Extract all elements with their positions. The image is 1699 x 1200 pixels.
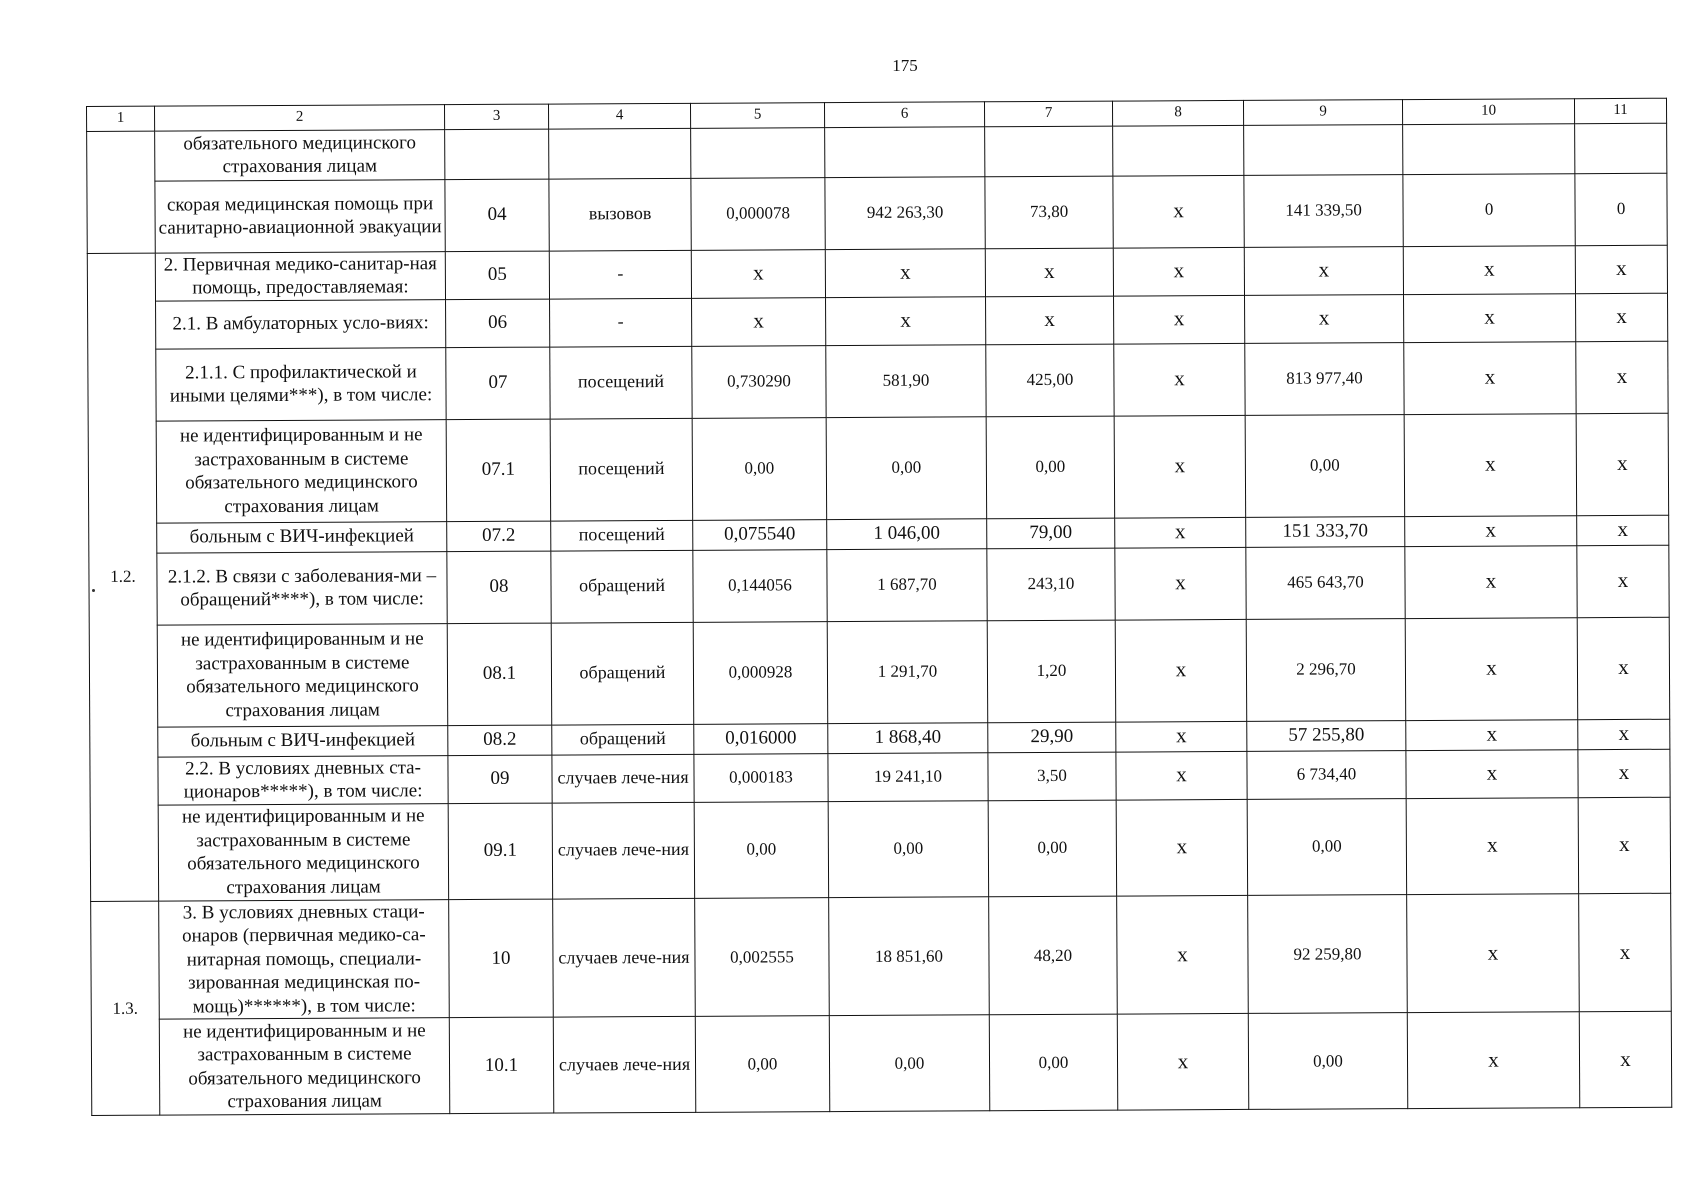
- row-code: 09.1: [448, 803, 553, 900]
- section-cell: 1.3.: [91, 901, 160, 1116]
- col-header: 1: [87, 106, 155, 131]
- col-header: 10: [1402, 99, 1574, 124]
- value-cell-c9: 0,00: [1245, 414, 1405, 517]
- col-header: 2: [155, 105, 445, 131]
- indicator-name: 2.2. В условиях дневных ста-ционаров*****), в том числе:: [158, 755, 448, 805]
- value-cell-c6: х: [826, 296, 986, 345]
- value-cell-c10: х: [1407, 1012, 1580, 1109]
- value-cell-c7: х: [985, 248, 1113, 297]
- value-cell-c11: х: [1577, 545, 1669, 617]
- value-cell-c10: х: [1405, 617, 1578, 720]
- value-cell-c7: 425,00: [986, 344, 1114, 417]
- value-cell-c9: 2 296,70: [1246, 618, 1406, 721]
- indicator-name: скорая медицинская помощь при санитарно-авиационной эвакуации: [155, 179, 445, 253]
- value-cell-c8: х: [1114, 343, 1245, 416]
- value-cell-c7: 73,80: [985, 176, 1113, 249]
- value-cell-c6: 1 291,70: [827, 620, 988, 723]
- value-cell-c11: [1575, 123, 1667, 173]
- unit-cell: [549, 128, 691, 179]
- unit-cell: -: [549, 250, 691, 299]
- value-cell-c10: 0: [1403, 173, 1575, 246]
- value-cell-c9: х: [1244, 246, 1403, 295]
- value-cell-c8: х: [1115, 517, 1246, 548]
- value-cell-c9: 6 734,40: [1247, 750, 1406, 799]
- value-cell-c9: 57 255,80: [1247, 720, 1406, 751]
- value-cell-c8: х: [1113, 175, 1244, 248]
- unit-cell: обращений: [552, 724, 694, 755]
- value-cell-c5: х: [692, 297, 826, 346]
- value-cell-c11: х: [1576, 413, 1669, 515]
- row-code: 07.1: [446, 419, 551, 522]
- unit-cell: вызовов: [549, 178, 691, 251]
- value-cell-c7: 243,10: [987, 548, 1115, 621]
- value-cell-c7: 79,00: [987, 518, 1115, 549]
- row-code: 10.1: [449, 1017, 554, 1114]
- value-cell-c8: х: [1115, 619, 1247, 722]
- unit-cell: посещений: [550, 418, 693, 521]
- table-row: [91, 893, 1672, 1020]
- table-row: [89, 617, 1670, 727]
- value-cell-c5: 0,00: [694, 801, 829, 898]
- indicator-name: 2.1.1. С профилактической и иными целями***), в том числе:: [156, 347, 446, 421]
- value-cell-c6: 19 241,10: [828, 752, 988, 801]
- value-cell-c10: х: [1404, 293, 1576, 342]
- indicator-name: 3. В условиях дневных стаци-онаров (первичная медико-са-нитарная помощь, специали-зированная медицинская по-мощь)******), в том числе:: [159, 899, 450, 1019]
- col-header: 8: [1112, 100, 1243, 125]
- value-cell-c6: 1 046,00: [827, 518, 987, 549]
- value-cell-c7: 48,20: [989, 896, 1118, 1015]
- unit-cell: посещений: [550, 346, 692, 419]
- value-cell-c9: 465 643,70: [1246, 546, 1405, 619]
- value-cell-c6: 1 687,70: [827, 548, 987, 621]
- value-cell-c9: 0,00: [1248, 1013, 1408, 1110]
- value-cell-c5: 0,00: [692, 417, 827, 520]
- value-cell-c10: х: [1404, 413, 1577, 516]
- value-cell-c11: х: [1576, 293, 1668, 341]
- table-row: [91, 1011, 1671, 1115]
- value-cell-c6: 0,00: [826, 416, 987, 519]
- row-code: [445, 129, 549, 180]
- value-cell-c7: 29,90: [988, 722, 1116, 753]
- value-cell-c8: х: [1114, 415, 1246, 518]
- indicator-name: больным с ВИЧ-инфекцией: [157, 521, 447, 553]
- value-cell-c6: 18 851,60: [829, 896, 990, 1015]
- value-cell-c9: 141 339,50: [1244, 174, 1403, 247]
- unit-cell: случаев лече-ния: [553, 898, 696, 1017]
- row-code: 06: [446, 299, 550, 348]
- value-cell-c5: 0,00: [695, 1016, 830, 1113]
- value-cell-c11: х: [1579, 893, 1672, 1012]
- value-cell-c11: х: [1577, 515, 1669, 545]
- unit-cell: обращений: [551, 622, 694, 725]
- table-row: [87, 173, 1667, 253]
- col-header: 4: [548, 103, 690, 128]
- unit-cell: случаев лече-ния: [552, 754, 694, 803]
- unit-cell: случаев лече-ния: [552, 802, 695, 899]
- indicator-name: 2.1. В амбулаторных усло-виях:: [156, 299, 446, 349]
- table-row: [89, 545, 1669, 625]
- value-cell-c10: х: [1404, 341, 1576, 414]
- table-row: [87, 123, 1667, 181]
- col-header: 6: [824, 102, 984, 127]
- value-cell-c11: х: [1575, 245, 1667, 293]
- table-row: [88, 341, 1668, 421]
- value-cell-c9: 151 333,70: [1246, 516, 1405, 547]
- value-cell-c8: [1113, 125, 1244, 176]
- value-cell-c11: х: [1577, 617, 1670, 719]
- value-cell-c5: 0,000928: [693, 621, 828, 724]
- row-code: 08.1: [447, 623, 552, 726]
- value-cell-c7: х: [986, 296, 1114, 345]
- value-cell-c6: 942 263,30: [825, 176, 985, 249]
- unit-cell: обращений: [551, 550, 693, 623]
- value-cell-c6: х: [825, 248, 985, 297]
- value-cell-c8: х: [1116, 751, 1247, 800]
- section-cell: 1.2.: [87, 253, 158, 901]
- value-cell-c11: х: [1578, 749, 1670, 797]
- unit-cell: -: [550, 298, 692, 347]
- row-code: 07.2: [447, 521, 551, 552]
- value-cell-c11: 0: [1575, 173, 1667, 245]
- value-cell-c5: 0,000183: [694, 753, 828, 802]
- col-header: 3: [444, 104, 548, 129]
- value-cell-c8: х: [1115, 547, 1246, 620]
- indicator-name: не идентифицированным и не застрахованным в системе обязательного медицинского страхования лицам: [156, 419, 447, 523]
- value-cell-c5: 0,144056: [693, 549, 827, 622]
- value-cell-c5: 0,016000: [694, 723, 828, 754]
- indicator-name: не идентифицированным и не застрахованным в системе обязательного медицинского страхования лицам: [158, 803, 448, 901]
- indicator-name: больным с ВИЧ-инфекцией: [158, 725, 448, 757]
- value-cell-c10: х: [1405, 515, 1577, 546]
- value-cell-c6: [825, 126, 985, 177]
- value-cell-c10: х: [1406, 719, 1578, 750]
- value-cell-c6: 1 868,40: [828, 722, 988, 753]
- unit-cell: случаев лече-ния: [553, 1016, 696, 1113]
- value-cell-c6: 581,90: [826, 344, 986, 417]
- table-row: [88, 413, 1669, 523]
- indicator-name: обязательного медицинского страхования лицам: [155, 129, 445, 181]
- value-cell-c8: х: [1116, 721, 1247, 752]
- value-cell-c5: 0,730290: [692, 345, 826, 418]
- value-cell-c10: х: [1406, 749, 1578, 798]
- unit-cell: посещений: [551, 520, 693, 551]
- value-cell-c9: 0,00: [1247, 798, 1407, 895]
- col-header: 5: [690, 103, 824, 128]
- col-header: 9: [1243, 100, 1402, 125]
- value-cell-c9: х: [1245, 294, 1404, 343]
- value-cell-c8: х: [1113, 247, 1244, 296]
- table-row: [88, 293, 1668, 349]
- value-cell-c7: 1,20: [987, 620, 1116, 723]
- value-cell-c9: 92 259,80: [1248, 894, 1408, 1013]
- value-cell-c10: х: [1403, 245, 1575, 294]
- value-cell-c11: х: [1576, 341, 1668, 413]
- page-number: 175: [892, 56, 918, 75]
- col-header: 11: [1574, 98, 1666, 123]
- value-cell-c11: х: [1578, 719, 1670, 749]
- row-code: 09: [448, 755, 552, 804]
- value-cell-c10: х: [1407, 893, 1580, 1012]
- value-cell-c5: 0,000078: [691, 177, 825, 250]
- row-code: 08.2: [448, 725, 552, 756]
- value-cell-c11: х: [1579, 1011, 1672, 1107]
- value-cell-c8: х: [1116, 799, 1248, 896]
- row-code: 05: [445, 251, 549, 300]
- table-row: [90, 749, 1670, 805]
- table-row: [90, 797, 1670, 901]
- value-cell-c5: х: [691, 249, 825, 298]
- value-cell-c6: 0,00: [829, 1015, 990, 1112]
- indicator-name: не идентифицированным и не застрахованным в системе обязательного медицинского страхования лицам: [157, 623, 448, 727]
- value-cell-c7: 0,00: [986, 416, 1115, 519]
- value-cell-c11: х: [1578, 797, 1671, 893]
- value-cell-c5: 0,002555: [695, 897, 830, 1016]
- value-cell-c5: 0,075540: [693, 519, 827, 550]
- value-cell-c5: [691, 127, 825, 178]
- value-cell-c7: 3,50: [988, 752, 1116, 801]
- col-header: 7: [984, 101, 1112, 126]
- value-cell-c10: [1403, 123, 1575, 174]
- value-cell-c7: 0,00: [989, 1014, 1118, 1111]
- data-table: [86, 98, 1672, 1116]
- value-cell-c7: [985, 126, 1113, 177]
- indicator-name: 2. Первичная медико-санитар-ная помощь, предоставляемая:: [155, 251, 445, 301]
- value-cell-c7: 0,00: [988, 800, 1117, 897]
- value-cell-c8: х: [1117, 1013, 1249, 1110]
- row-code: 10: [449, 899, 554, 1018]
- table-row: [87, 245, 1667, 301]
- row-code: 04: [445, 179, 549, 252]
- value-cell-c10: х: [1405, 545, 1577, 618]
- row-code: 08: [447, 551, 551, 624]
- value-cell-c6: 0,00: [828, 800, 989, 897]
- value-cell-c8: х: [1114, 295, 1245, 344]
- value-cell-c8: х: [1117, 895, 1249, 1014]
- section-cell: [87, 131, 156, 253]
- row-code: 07: [446, 347, 550, 420]
- indicator-name: 2.1.2. В связи с заболевания-ми – обращений****), в том числе:: [157, 551, 447, 625]
- value-cell-c9: 813 977,40: [1245, 342, 1404, 415]
- value-cell-c9: [1244, 124, 1403, 175]
- indicator-name: не идентифицированным и не застрахованным в системе обязательного медицинского страхования лицам: [159, 1018, 449, 1116]
- value-cell-c10: х: [1406, 797, 1579, 894]
